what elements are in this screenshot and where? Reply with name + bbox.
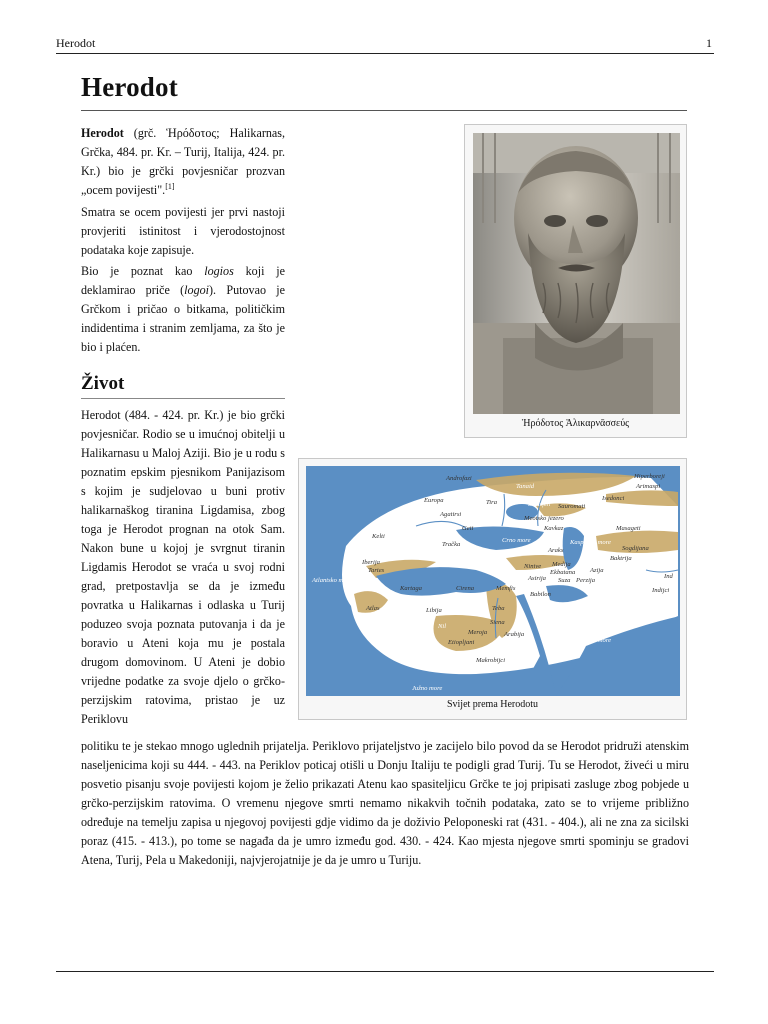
herodotus-world-map: [306, 466, 680, 696]
map-label-tanaid: Tanaid: [516, 483, 535, 490]
herodotus-bust-image: [473, 133, 680, 414]
map-label-kelti: Kelti: [372, 533, 385, 540]
intro-paragraph: [81, 124, 285, 200]
map-label-meroja: Meroja: [468, 629, 488, 636]
term-logoi: logoi: [184, 283, 210, 297]
map-label-medija: Medija: [552, 561, 571, 568]
map-label-kaspijsko: Kaspijsko more: [570, 539, 611, 546]
map-label-tira: Tira: [486, 499, 497, 506]
map-label-iberija: Iberija: [362, 559, 380, 566]
map-label-cirena: Cirena: [456, 585, 475, 592]
paragraph-3: [81, 262, 285, 357]
p3-text-c: ). Putovao je Grčkom i pričao o bitkama, političkim indidentima i stranim zemljama, za što je bio i plaćen.: [81, 283, 285, 354]
map-label-crno: Crno more: [502, 537, 531, 544]
paragraph-2: Smatra se ocem povijesti jer prvi nastoji provjeriti istinitost i vjerodostojnost podataka koje zapisuje.: [81, 205, 285, 257]
map-label-memfis: Memfis: [496, 585, 516, 592]
map-label-ind: Ind: [664, 573, 673, 580]
map-label-siena: Siena: [490, 619, 505, 626]
map-label-azija: Azija: [590, 567, 604, 574]
intro-name: Herodot: [81, 126, 124, 140]
map-label-perzija: Perzija: [576, 577, 596, 584]
map-label-arabija: Arabija: [504, 631, 525, 638]
map-label-masageti: Masageti: [616, 525, 641, 532]
map-caption: Svijet prema Herodotu: [446, 699, 539, 710]
title-divider: [81, 110, 687, 111]
running-header: [56, 36, 714, 54]
map-label-teba: Teba: [492, 605, 505, 612]
map-label-geti: Geti: [462, 525, 474, 532]
footer-divider: [56, 971, 714, 972]
map-label-meotsko: Meotsko jezero: [524, 515, 564, 522]
map-label-atlantsko: Atlantsko more: [312, 577, 352, 584]
map-label-kartaga: Kartaga: [400, 585, 422, 592]
map-label-baktrija: Baktrija: [610, 555, 632, 562]
map-label-borisfen: Borisfen: [528, 501, 551, 508]
map-label-libija: Libija: [426, 607, 442, 614]
map-label-babilon: Babilon: [530, 591, 551, 598]
map-label-europa: Europa: [424, 497, 444, 504]
bust-figure: [464, 124, 687, 438]
map-label-isedonci: Isedonci: [602, 495, 625, 502]
map-label-makrobijci: Makrobijci: [476, 657, 506, 664]
zivot-paragraph-wide: politiku te je stekao mnogo uglednih prijatelja. Periklovo prijateljstvo je zacijelo bilo povod da se Herodot pridruži atenskim naseljenicima koji su 444. - 443. na Periklov poticaj otišli u Donju Italiju te podigli grad Turij. Tu se Herodot, živeći u miru posvetio pisanju svoje povijesti kojom je želio prikazati Atenu kao spasiteljicu Grčke te joj pripisati zasluge zbog pobjede u grčko-perzijskim ratovima. O vremenu njegove smrti nemamo nikakvih točnih podataka, zato se to vrijeme približno određuje na temelju zapisa u njegovoj povijesti gdje vidimo da je doživio Peloponeski rat (431. - 404.), ali ne zna za sicilski poraz (415. - 413.), po tome se nagađa da je umro između god. 430. - 424. Kao mjesta njegove smrti spominju se gradovi Atena, Turij, Pela u Makedoniji, najvjerojatnije je da je umro u Turiju.: [81, 739, 689, 867]
map-label-sauromati: Sauromati: [558, 503, 586, 510]
section-divider: [81, 398, 285, 399]
map-figure: [298, 458, 687, 720]
map-label-sogdijana: Sogdijana: [622, 545, 649, 552]
map-label-istar: Istar: [406, 517, 419, 524]
map-label-hiperboreji: Hiperboreji: [634, 473, 665, 480]
reference-link[interactable]: [1]: [165, 181, 175, 191]
page-number: 1: [706, 36, 712, 50]
map-label-ninive: Ninive: [524, 563, 542, 570]
map-label-androfazi: Androfazi: [446, 475, 472, 482]
map-label-agatirsi: Agatirsi: [440, 511, 462, 518]
p3-text-b: koji je deklamirao priče (: [81, 264, 285, 297]
map-label-araks: Araks: [548, 547, 564, 554]
map-label-suza: Suza: [558, 577, 571, 584]
p3-text-a: Bio je poznat kao: [81, 264, 205, 278]
map-label-arimaspi: Arimaspi: [636, 483, 661, 490]
bust-caption: Ἡρόδοτος Ἁλικαρνᾱσσεύς: [521, 418, 630, 429]
map-label-atlas: Atlas: [366, 605, 380, 612]
map-label-ekbatana: Ekbatana: [550, 569, 576, 576]
map-label-nil: Nil: [438, 623, 447, 630]
map-label-asirija: Asirija: [528, 575, 546, 582]
running-title: Herodot: [56, 36, 96, 50]
map-label-indijci: Indijci: [652, 587, 670, 594]
intro-text: (grč. Ἡρόδοτος; Halikarnas, Grčka, 484. pr. Kr. – Turij, Italija, 424. pr. Kr.) bio je grčki povjesničar prozvan „ocem povijesti".: [81, 126, 285, 197]
term-logios: logios: [204, 264, 234, 278]
map-label-tartes: Tartes: [368, 567, 385, 574]
zivot-paragraph-column: Herodot (484. - 424. pr. Kr.) je bio grčki povjesničar. Rodio se u imućnoj obitelji u Halikarnasu u Maloj Aziji. Bio je u rodu s poznatim epskim pjesnikom Panijazisom s kojim je sudjelovao u buni protiv halikarnaškog tiranina Ligdamisa, zbog toga je Herodot prognan na otok Sam. Nakon bune u kojoj je svrgnut tiranin Ligdamis Herodot se vraća u svoj rodni grad, pretpostavlja se da je između povratka u Halikarnas i odlaska u Turij poduzeo svoja poznata putovanja i da je boravio u Ateni koja mu je postala drugom domovinom. U Ateni je dobio vrijedne podatke za svoje djelo o grčko-perzijskim ratovima, pristao je uz Periklovu: [81, 408, 285, 726]
map-label-trakija: Tračka: [442, 541, 461, 548]
map-label-juzno: Južno more: [412, 685, 443, 692]
section-heading-zivot: Život: [81, 373, 125, 394]
page-title: Herodot: [81, 72, 178, 102]
map-label-eritrejsko: Eritrejsko more: [570, 637, 612, 644]
map-label-kavkaz: Kavkaz: [544, 525, 564, 532]
map-label-etiopljani: Etiopljani: [448, 639, 475, 646]
